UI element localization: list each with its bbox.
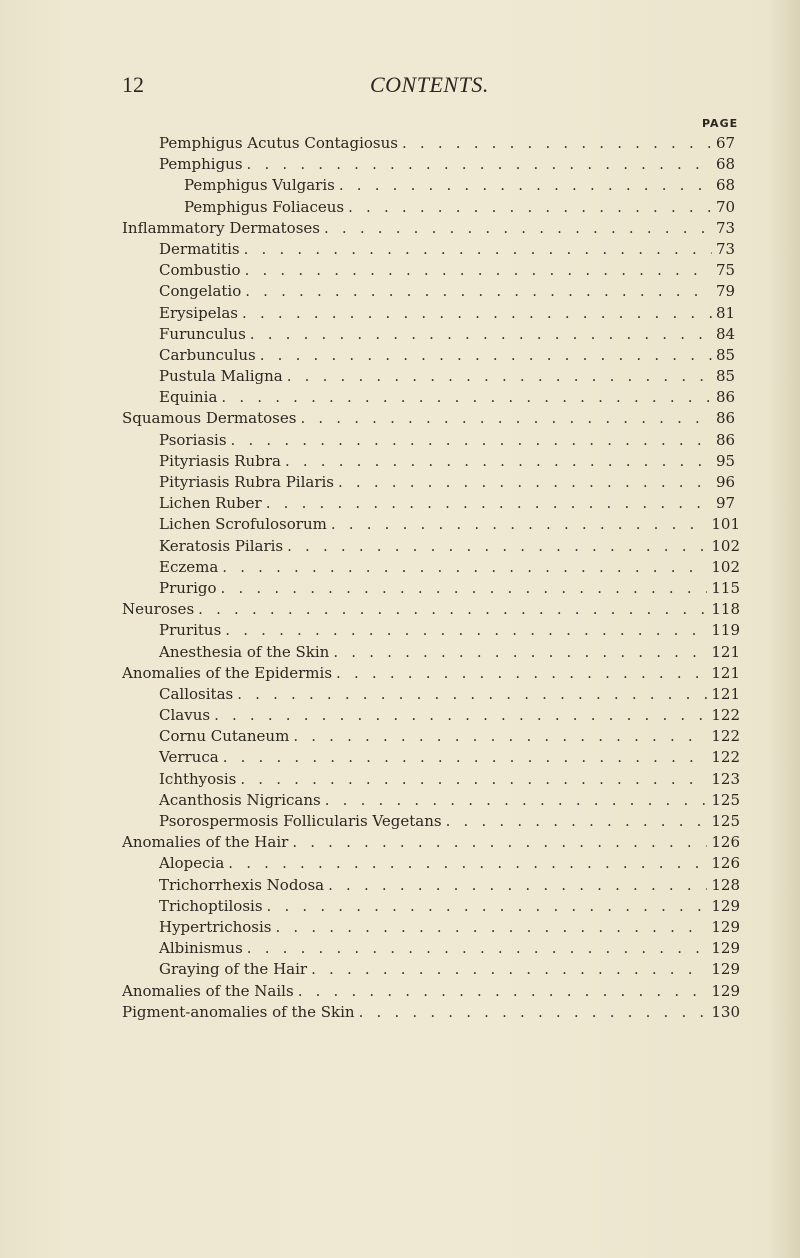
dot-leader (198, 599, 707, 620)
toc-entry-title: Graying of the Hair (159, 960, 308, 979)
toc-entry-title: Inflammatory Dermatoses (122, 218, 320, 237)
toc-entry (122, 832, 740, 853)
toc-entry-page: 101 (711, 515, 740, 534)
toc-entry-page: 122 (711, 748, 740, 767)
table-of-contents (122, 133, 740, 1023)
toc-entry-title: Pigment-anomalies of the Skin (122, 1002, 355, 1021)
toc-entry-title: Lichen Ruber (159, 494, 262, 513)
dot-leader (292, 832, 707, 853)
dot-leader (348, 197, 712, 218)
dot-leader (338, 472, 712, 493)
toc-entry (122, 1002, 740, 1023)
toc-entry-page: 73 (716, 239, 736, 258)
toc-entry-title: Eczema (159, 557, 219, 576)
toc-entry-page: 125 (711, 790, 740, 809)
toc-entry-title: Dermatitis (159, 239, 240, 258)
toc-entry (122, 959, 740, 980)
toc-entry-title: Prurigo (159, 578, 217, 597)
page-number: 12 (122, 72, 144, 97)
toc-entry (122, 197, 740, 218)
toc-entry-page: 125 (711, 812, 740, 830)
toc-entry-title: Equinia (159, 388, 218, 407)
toc-entry (122, 981, 740, 1002)
toc-entry (122, 324, 740, 345)
toc-entry-title: Keratosis Pilaris (159, 536, 284, 555)
toc-entry-page: 102 (711, 557, 740, 576)
toc-entry-page: 79 (716, 282, 736, 301)
dot-leader (359, 1002, 708, 1023)
toc-entry-title: Pemphigus Acutus Contagiosus (159, 134, 398, 152)
toc-entry-title: Combustio (159, 261, 241, 280)
toc-entry-title: Pityriasis Rubra Pilaris (159, 473, 334, 491)
toc-entry-page: 96 (716, 473, 736, 491)
toc-entry-page: 86 (716, 388, 736, 407)
toc-entry (122, 917, 740, 938)
dot-leader (328, 875, 707, 896)
toc-entry (122, 599, 740, 620)
toc-entry (122, 642, 740, 663)
toc-entry-page: 121 (711, 642, 740, 661)
toc-entry-page: 85 (716, 367, 736, 386)
toc-entry (122, 430, 740, 451)
toc-entry-page: 129 (711, 896, 740, 915)
toc-entry-title: Verruca (159, 748, 219, 767)
toc-entry-page: 95 (716, 451, 736, 470)
toc-entry-title: Acanthosis Nigricans (159, 790, 321, 809)
dot-leader (266, 493, 712, 514)
toc-entry-title: Anesthesia of the Skin (159, 642, 330, 661)
toc-entry-title: Neuroses (122, 600, 195, 619)
dot-leader (222, 557, 707, 578)
toc-entry-title: Pemphigus Vulgaris (184, 176, 335, 195)
dot-leader (247, 938, 708, 959)
dot-leader (287, 536, 707, 557)
toc-entry-title: Anomalies of the Epidermis (122, 663, 333, 682)
toc-entry-title: Pemphigus (159, 155, 243, 174)
dot-leader (331, 514, 708, 535)
toc-entry-page: 121 (711, 684, 740, 703)
toc-entry (122, 303, 740, 324)
dot-leader (225, 620, 707, 641)
toc-entry-page: 129 (711, 981, 740, 1000)
dot-leader (339, 175, 712, 196)
page-title: CONTENTS. (370, 72, 489, 97)
toc-entry-title: Hypertrichosis (159, 917, 272, 936)
toc-entry-page: 128 (711, 875, 740, 894)
toc-entry (122, 896, 740, 917)
toc-entry-page: 86 (716, 409, 736, 428)
toc-entry (122, 853, 740, 874)
dot-leader (402, 133, 712, 154)
toc-entry (122, 514, 740, 535)
running-head (122, 72, 722, 102)
toc-entry (122, 536, 740, 557)
toc-entry (122, 154, 740, 175)
dot-leader (285, 451, 712, 472)
toc-entry-page: 70 (716, 197, 736, 216)
dot-leader (293, 726, 707, 747)
dot-leader (228, 853, 707, 874)
toc-entry (122, 493, 740, 514)
dot-leader (298, 981, 708, 1002)
toc-entry (122, 663, 740, 684)
toc-entry (122, 260, 740, 281)
toc-entry-page: 73 (716, 218, 736, 237)
dot-leader (244, 239, 712, 260)
toc-entry-page: 115 (711, 578, 740, 597)
dot-leader (287, 366, 712, 387)
toc-entry-page: 129 (711, 960, 740, 979)
toc-entry-title: Pustula Maligna (159, 367, 283, 386)
dot-leader (300, 408, 712, 429)
toc-entry (122, 769, 740, 790)
toc-entry-title: Trichorrhexis Nodosa (159, 875, 325, 894)
toc-entry (122, 811, 740, 832)
toc-entry (122, 451, 740, 472)
toc-entry-page: 126 (711, 833, 740, 852)
toc-entry (122, 366, 740, 387)
dot-leader (247, 154, 712, 175)
toc-entry-page: 130 (711, 1002, 740, 1021)
toc-entry-title: Furunculus (159, 324, 246, 343)
toc-entry-title: Psorospermosis Follicularis Vegetans (159, 812, 442, 830)
dot-leader (240, 769, 707, 790)
toc-entry-title: Carbunculus (159, 345, 256, 364)
toc-entry-page: 119 (711, 621, 740, 640)
toc-entry-title: Pruritus (159, 621, 222, 640)
toc-entry-title: Alopecia (159, 854, 225, 873)
dot-leader (237, 684, 707, 705)
toc-entry (122, 790, 740, 811)
toc-entry-page: 85 (716, 345, 736, 364)
toc-entry-page: 68 (716, 176, 736, 195)
toc-entry-title: Anomalies of the Hair (122, 833, 289, 852)
toc-entry-page: 86 (716, 430, 736, 449)
page-column-label: PAGE (702, 117, 739, 130)
toc-entry (122, 684, 740, 705)
toc-entry-title: Clavus (159, 706, 211, 725)
dot-leader (223, 747, 708, 768)
dot-leader (245, 260, 712, 281)
toc-entry (122, 345, 740, 366)
toc-entry-page: 126 (711, 854, 740, 873)
toc-entry-page: 75 (716, 261, 736, 280)
toc-entry-title: Congelatio (159, 282, 242, 301)
dot-leader (221, 387, 712, 408)
toc-entry (122, 747, 740, 768)
toc-entry-page: 122 (711, 727, 740, 746)
dot-leader (231, 430, 712, 451)
toc-entry-page: 118 (711, 600, 740, 619)
dot-leader (336, 663, 707, 684)
toc-entry-title: Trichoptilosis (159, 896, 263, 915)
toc-entry-page: 123 (711, 769, 740, 788)
toc-entry-page: 67 (716, 134, 736, 152)
dot-leader (311, 959, 707, 980)
toc-entry-page: 84 (716, 324, 736, 343)
dot-leader (325, 790, 708, 811)
dot-leader (260, 345, 712, 366)
toc-entry (122, 239, 740, 260)
toc-entry (122, 218, 740, 239)
toc-entry (122, 557, 740, 578)
dot-leader (221, 578, 708, 599)
toc-entry (122, 726, 740, 747)
toc-entry (122, 472, 740, 493)
toc-entry-title: Erysipelas (159, 303, 239, 322)
toc-entry-title: Psoriasis (159, 430, 227, 449)
toc-entry-title: Pemphigus Foliaceus (184, 197, 345, 216)
toc-entry-title: Squamous Dermatoses (122, 409, 297, 428)
dot-leader (267, 896, 708, 917)
toc-entry (122, 281, 740, 302)
toc-entry-page: 97 (716, 494, 736, 513)
toc-entry-title: Lichen Scrofulosorum (159, 515, 327, 534)
dot-leader (324, 218, 712, 239)
dot-leader (242, 303, 712, 324)
toc-entry (122, 387, 740, 408)
dot-leader (214, 705, 707, 726)
toc-entry-page: 129 (711, 939, 740, 958)
toc-entry (122, 875, 740, 896)
toc-entry (122, 620, 740, 641)
toc-entry (122, 408, 740, 429)
toc-entry-page: 81 (716, 303, 736, 322)
dot-leader (276, 917, 708, 938)
dot-leader (245, 281, 712, 302)
toc-entry-page: 68 (716, 155, 736, 174)
dot-leader (333, 642, 707, 663)
toc-entry-page: 121 (711, 663, 740, 682)
toc-entry (122, 175, 740, 196)
dot-leader (250, 324, 712, 345)
toc-entry-page: 129 (711, 917, 740, 936)
toc-entry (122, 705, 740, 726)
toc-entry (122, 578, 740, 599)
toc-entry-title: Pityriasis Rubra (159, 451, 281, 470)
toc-entry (122, 133, 740, 154)
toc-entry-title: Callositas (159, 684, 234, 703)
toc-entry-page: 102 (711, 536, 740, 555)
toc-entry-title: Cornu Cutaneum (159, 727, 290, 746)
toc-entry-title: Anomalies of the Nails (122, 981, 294, 1000)
toc-entry (122, 938, 740, 959)
toc-entry-title: Ichthyosis (159, 769, 237, 788)
dot-leader (446, 811, 708, 832)
toc-entry-page: 122 (711, 706, 740, 725)
toc-entry-title: Albinismus (159, 939, 243, 958)
